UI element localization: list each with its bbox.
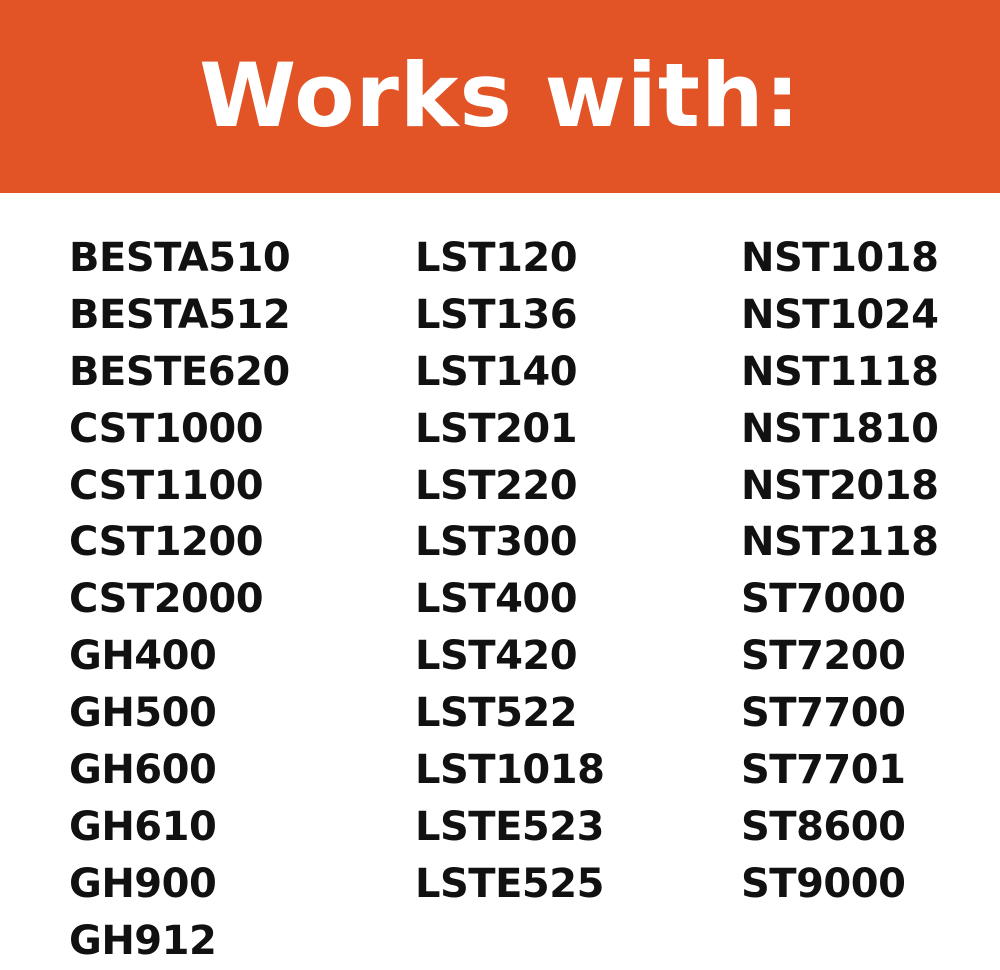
model-item: CST1100 [69, 462, 264, 509]
model-item: GH600 [69, 747, 217, 794]
header-banner [0, 0, 1000, 193]
model-item: ST7200 [741, 633, 906, 680]
model-item: LST300 [415, 519, 578, 566]
model-item: CST2000 [69, 576, 264, 623]
model-item: ST7000 [741, 576, 906, 623]
model-item: GH400 [69, 633, 217, 680]
model-item: LST1018 [415, 747, 605, 794]
model-item: LST136 [415, 291, 578, 338]
model-item: LST120 [415, 235, 578, 281]
model-item: NST2118 [741, 519, 939, 566]
model-column-2 [415, 230, 604, 913]
model-column-3 [741, 230, 938, 913]
model-item: NST1118 [741, 348, 939, 395]
model-item: NST1018 [741, 235, 939, 281]
model-item: LST420 [415, 633, 578, 680]
model-item: LST400 [415, 576, 578, 623]
model-item: LST201 [415, 405, 578, 452]
model-item: BESTE620 [69, 348, 290, 395]
header-title: Works with: [199, 44, 801, 147]
model-item: GH912 [69, 917, 217, 964]
model-item: BESTA510 [69, 235, 291, 281]
model-item: NST1810 [741, 405, 939, 452]
model-item: GH900 [69, 860, 217, 907]
model-item: ST7700 [741, 690, 906, 737]
model-item: LST140 [415, 348, 578, 395]
model-item: ST9000 [741, 860, 906, 907]
model-item: GH500 [69, 690, 217, 737]
model-item: CST1200 [69, 519, 264, 566]
model-item: NST1024 [741, 291, 939, 338]
model-item: LST522 [415, 690, 578, 737]
model-item: ST7701 [741, 747, 906, 794]
model-item: LST220 [415, 462, 578, 509]
model-item: BESTA512 [69, 291, 291, 338]
model-item: GH610 [69, 803, 217, 850]
model-column-1 [69, 230, 290, 970]
model-item: ST8600 [741, 803, 906, 850]
model-item: CST1000 [69, 405, 264, 452]
model-item: NST2018 [741, 462, 939, 509]
model-item: LSTE525 [415, 860, 604, 907]
model-item: LSTE523 [415, 803, 604, 850]
